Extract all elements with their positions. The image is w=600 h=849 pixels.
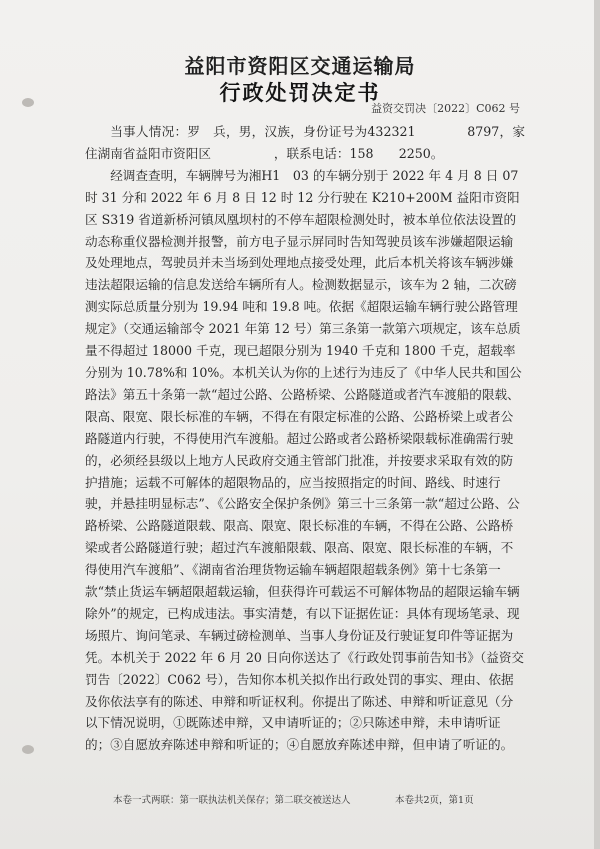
party-info-paragraph: 当事人情况：罗 兵，男，汉族，身份证号为432321 8797，家住湖南省益阳市资阳区 ，联系电话：158 2250。: [85, 124, 525, 161]
footer-page-info: 本卷共2页，第1页: [395, 795, 474, 806]
agency-title: 益阳市资阳区交通运输局: [184, 54, 416, 78]
binding-hole: [22, 745, 34, 754]
document-body: [85, 121, 525, 756]
facts-paragraph: 经调查查明，车辆牌号为湘H1 03 的车辆分别于 2022 年 4 月 8 日 07 时 31 分和 2022 年 6 月 8 日 12 时 12 分行驶在 K210+200M 益阳市资阳区 S319 省道新桥河镇凤凰坝村的不停车超限检测处时，被本单位依法设置的动态称重仪器检测并报警，前方电子显示屏同时告知驾驶员该车涉嫌超限运输及处理地点，驾驶员并未当场到处理地点接受处理，此后本机关将该车辆涉嫌违法超限运输的信息发送给车辆所有人。检测数据显示，该车为 2 轴，二次磅测实际总质量分别为 19.94 吨和 19.8 吨。依据《超限运输车辆行驶公路管理规定》（交通运输部令 2021 年第 12 号）第三条第一款第六项规定，该车总质量不得超过 18000 千克，现已超限分别为 1940 千克和 1800 千克，超载率分别为 10.78%和 10%。本机关认为你的上述行为违反了《中华人民共和国公路法》第五十条第一款“超过公路、公路桥梁、公路隧道或者汽车渡船的限载、限高、限宽、限长标准的车辆，不得在有限定标准的公路、公路桥梁上或者公路隧道内行驶，不得使用汽车渡船。超过公路或者公路桥梁限载标准确需行驶的，必须经县级以上地方人民政府交通主管部门批准，并按要求采取有效的防护措施；运载不可解体的超限物品的，应当按照指定的时间、路线、时速行驶，并悬挂明显标志”、《公路安全保护条例》第三十三条第一款“超过公路、公路桥梁、公路隧道限载、限高、限宽、限长标准的车辆，不得在公路、公路桥梁或者公路隧道行驶；超过汽车渡船限载、限高、限宽、限长标准的车辆，不得使用汽车渡船”、《湖南省治理货物运输车辆超限超载条例》第十七条第一款“禁止货运车辆超限超载运输，但获得许可载运不可解体物品的超限运输车辆除外”的规定，已构成违法。事实清楚，有以下证据佐证：具体有现场笔录、现场照片、询问笔录、车辆过磅检测单、当事人身份证及行驶证复印件等证据为凭。本机关于 2022 年 6 月 20 日向你送达了《行政处罚事前告知书》（益资交罚告〔2022〕C062 号），告知你本机关拟作出行政处罚的事实、理由、依据及你依法享有的陈述、申辩和听证权利。你提出了陈述、申辩和听证意见（分以下情况说明，①既陈述申辩，又申请听证的；②只陈述申辩，未申请听证的；③自愿放弃陈述申辩和听证的；④自愿放弃陈述申辩，但申请了听证的。: [85, 167, 525, 753]
document-number: 益资交罚决〔2022〕C062 号: [371, 102, 520, 115]
document-title: 行政处罚决定书: [219, 80, 381, 105]
footer-copies-note: 本卷一式两联：第一联执法机关保存；第二联交被送达人: [113, 795, 351, 806]
paper-edge: [594, 0, 600, 849]
